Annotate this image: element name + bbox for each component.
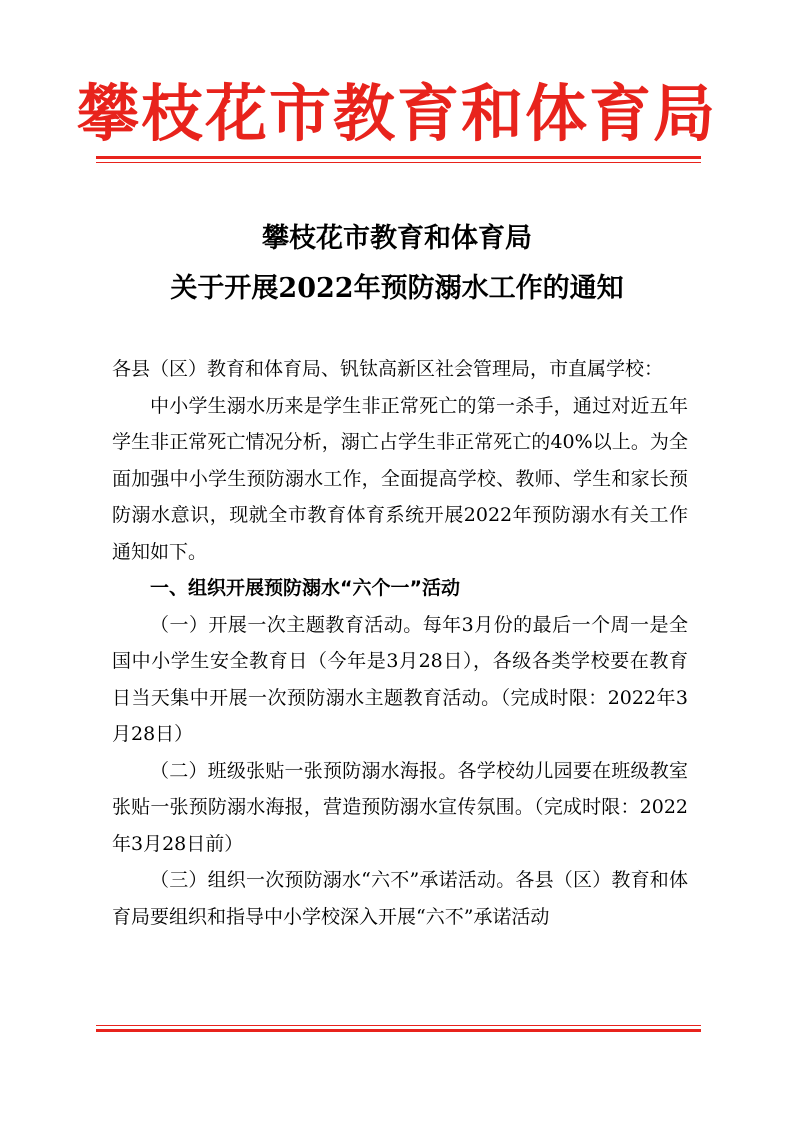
section-1-item-1: （一）开展一次主题教育活动。每年3月份的最后一个周一是全国中小学生安全教育日（今年是3月28日），各级各类学校要在教育日当天集中开展一次预防溺水主题教育活动。（完成时限：2022年3月28日） <box>112 613 688 745</box>
intro-paragraph: 中小学生溺水历来是学生非正常死亡的第一杀手，通过对近五年学生非正常死亡情况分析，溺亡占学生非正常死亡的40%以上。为全面加强中小学生预防溺水工作，全面提高学校、教师、学生和家长预防溺水意识，现就全市教育体育系统开展2022年预防溺水有关工作通知如下。 <box>112 394 688 563</box>
document-title-line-1: 攀枝花市教育和体育局 <box>262 223 532 254</box>
addressee: 各县（区）教育和体育局、钒钛高新区社会管理局，市直属学校： <box>112 358 664 380</box>
footer-rule-thin <box>96 1025 701 1026</box>
document-title-line-2: 关于开展2022年预防溺水工作的通知 <box>170 273 624 304</box>
section-1-heading: 一、组织开展预防溺水“六个一”活动 <box>150 577 460 599</box>
footer-rule-thick <box>96 1029 701 1032</box>
masthead-rule-thick <box>96 156 701 159</box>
section-1-item-2: （二）班级张贴一张预防溺水海报。各学校幼儿园要在班级教室张贴一张预防溺水海报，营造预防溺水宣传氛围。（完成时限：2022年3月28日前） <box>112 759 688 855</box>
masthead-org-name: 攀枝花市教育和体育局 <box>76 77 717 150</box>
masthead-rule-thin <box>96 162 701 163</box>
section-1-item-3: （三）组织一次预防溺水“六不”承诺活动。各县（区）教育和体育局要组织和指导中小学校深入开展“六不”承诺活动 <box>112 869 688 928</box>
document-body <box>112 351 688 935</box>
